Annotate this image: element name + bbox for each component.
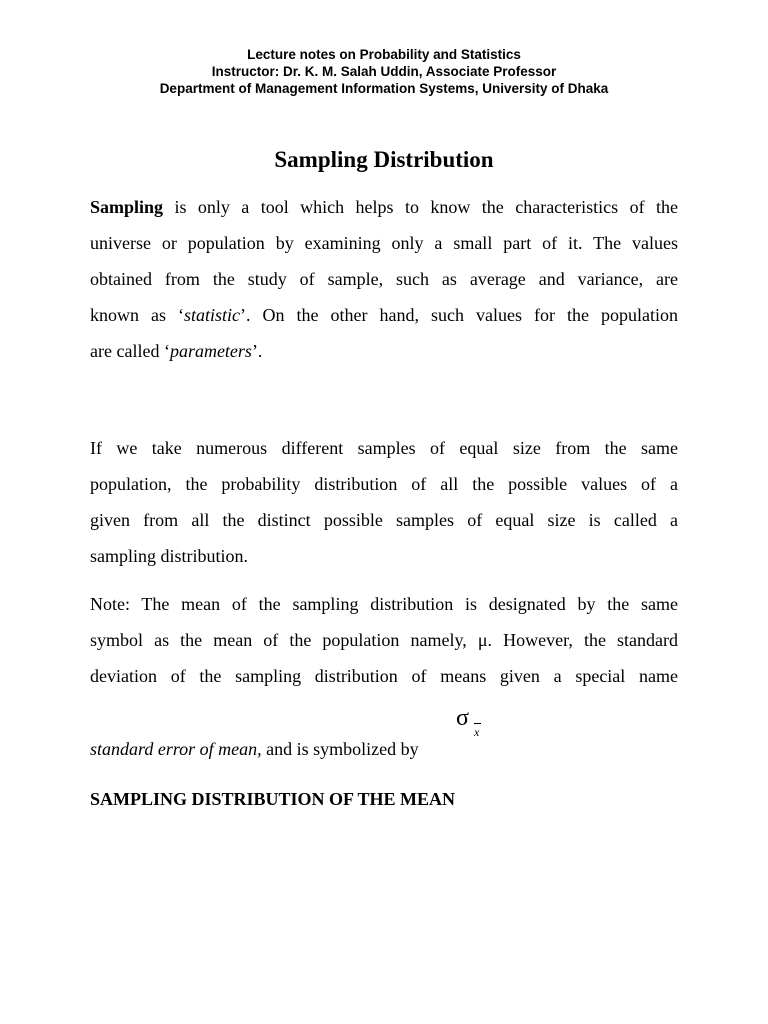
overbar xyxy=(474,723,481,724)
paragraph-line xyxy=(90,189,678,225)
sigma-symbol: σ xyxy=(456,705,469,731)
header-instructor-line: Instructor: Dr. K. M. Salah Uddin, Associate Professor xyxy=(211,64,557,79)
text-span: known as ‘ xyxy=(90,305,185,325)
paragraph-note xyxy=(90,586,678,694)
paragraph-line: symbol as the mean of the population namely, μ. However, the standard xyxy=(90,630,678,650)
text-span: ’. On the other hand, such values for the population xyxy=(240,305,679,325)
header-course-line: Lecture notes on Probability and Statistics xyxy=(247,47,521,62)
page-title: Sampling Distribution xyxy=(274,147,494,172)
text-span: are called ‘ xyxy=(90,341,170,361)
bold-term-sampling: Sampling xyxy=(90,197,164,217)
paragraph-line xyxy=(90,297,678,333)
text-span: and is symbolized by xyxy=(261,739,419,759)
text-span: is only a tool which helps to know the characteristics of the xyxy=(163,197,678,217)
standard-error-line xyxy=(90,733,690,765)
document-header xyxy=(0,46,768,97)
paragraph-line: sampling distribution. xyxy=(90,546,249,566)
paragraph-line: universe or population by examining only a small part of it. The values xyxy=(90,233,678,253)
x-bar-subscript xyxy=(474,726,479,738)
paragraph-line xyxy=(90,333,678,369)
header-department-line: Department of Management Information Systems, University of Dhaka xyxy=(159,81,609,96)
text-span: ’. xyxy=(251,341,263,361)
italic-term-parameters: parameters xyxy=(169,341,252,361)
paragraph-sampling-definition xyxy=(90,189,678,369)
paragraph-line: Note: The mean of the sampling distribution is designated by the same xyxy=(90,594,678,614)
italic-term-standard-error: standard error of mean, xyxy=(90,739,262,759)
italic-term-statistic: statistic xyxy=(184,305,241,325)
subscript-x: x xyxy=(474,725,480,739)
section-heading: SAMPLING DISTRIBUTION OF THE MEAN xyxy=(90,789,456,809)
paragraph-line: given from all the distinct possible samples of equal size is called a xyxy=(90,510,678,530)
paragraph-line: obtained from the study of sample, such as average and variance, are xyxy=(90,269,678,289)
paragraph-line: If we take numerous different samples of equal size from the same xyxy=(90,438,678,458)
paragraph-line: population, the probability distribution of all the possible values of a xyxy=(90,474,678,494)
paragraph-line: deviation of the sampling distribution of means given a special name xyxy=(90,666,678,686)
paragraph-sampling-distribution xyxy=(90,430,678,574)
